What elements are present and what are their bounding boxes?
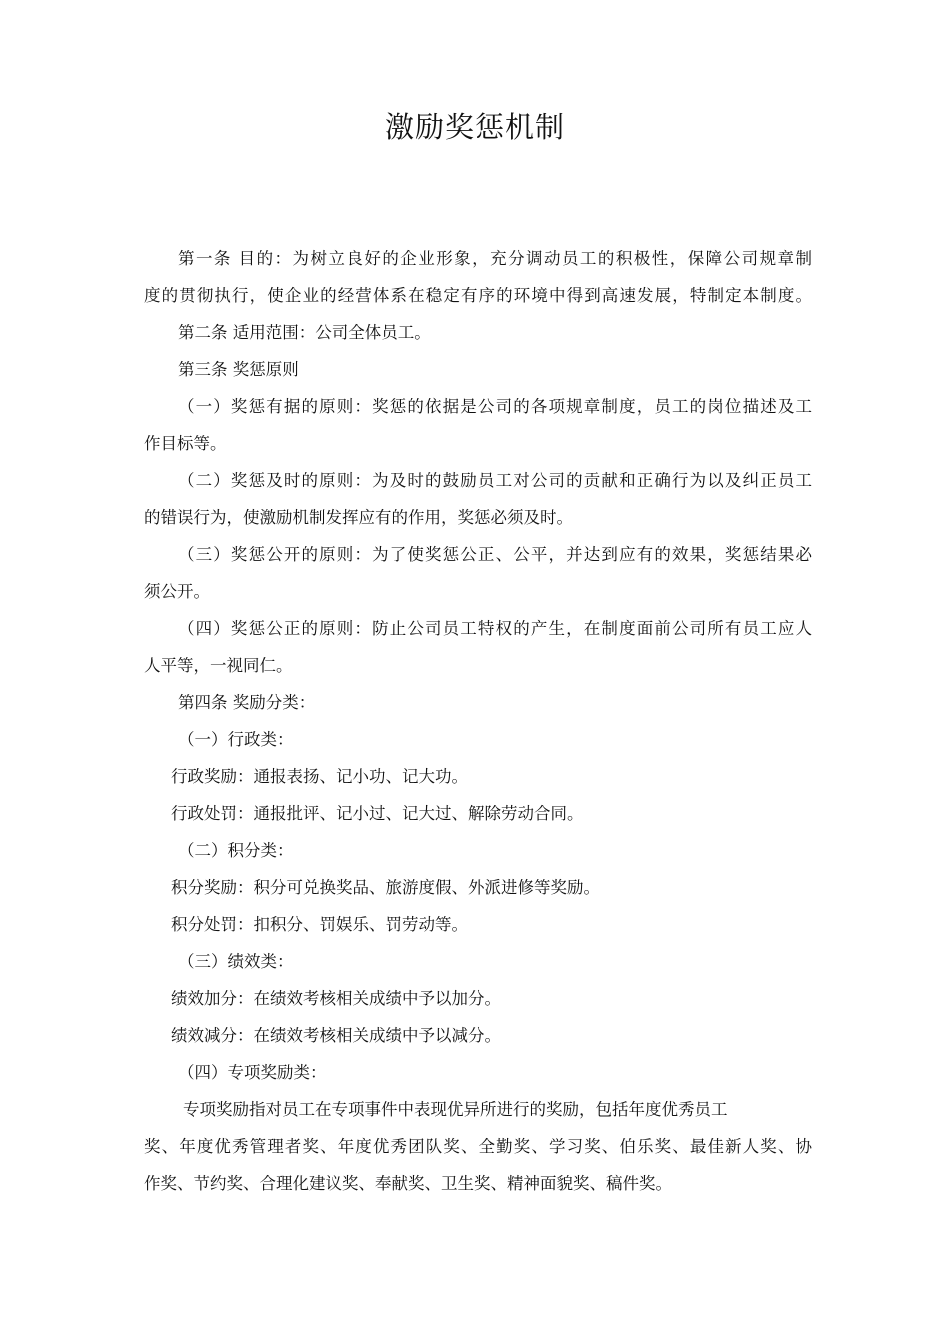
points-reward: 积分奖励：积分可兑换奖品、旅游度假、外派进修等奖励。 [171, 878, 600, 897]
document-body [144, 240, 812, 1202]
performance-deduction: 绩效减分：在绩效考核相关成绩中予以减分。 [171, 1026, 501, 1045]
administrative-penalty: 行政处罚：通报批评、记小过、记大过、解除劳动合同。 [171, 804, 584, 823]
article-3-heading: 第三条 奖惩原则 [178, 360, 299, 379]
category-points-heading: （二）积分类： [178, 841, 294, 860]
principle-1-line-1: （一）奖惩有据的原则：奖惩的依据是公司的各项规章制度，员工的岗位描述及工 [178, 397, 812, 416]
performance-bonus: 绩效加分：在绩效考核相关成绩中予以加分。 [171, 989, 501, 1008]
special-awards-line-2: 奖、年度优秀管理者奖、年度优秀团队奖、全勤奖、学习奖、伯乐奖、最佳新人奖、协 [144, 1137, 812, 1156]
category-performance-heading: （三）绩效类： [178, 952, 294, 971]
article-4-heading: 第四条 奖励分类： [178, 693, 316, 712]
article-1-line-2: 度的贯彻执行，使企业的经营体系在稳定有序的环境中得到高速发展，特制定本制度。 [144, 286, 812, 305]
special-awards-line-1: 专项奖励指对员工在专项事件中表现优异所进行的奖励，包括年度优秀员工 [183, 1100, 728, 1119]
principle-2-line-1: （二）奖惩及时的原则：为及时的鼓励员工对公司的贡献和正确行为以及纠正员工 [178, 471, 812, 490]
document-title: 激励奖惩机制 [384, 110, 565, 144]
special-awards-line-3: 作奖、节约奖、合理化建议奖、奉献奖、卫生奖、精神面貌奖、稿件奖。 [144, 1174, 672, 1193]
category-special-heading: （四）专项奖励类： [178, 1063, 327, 1082]
administrative-reward: 行政奖励：通报表扬、记小功、记大功。 [171, 767, 468, 786]
principle-3-line-2: 须公开。 [144, 582, 210, 601]
principle-4-line-2: 人平等，一视同仁。 [144, 656, 293, 675]
category-administrative-heading: （一）行政类： [178, 730, 294, 749]
points-penalty: 积分处罚：扣积分、罚娱乐、罚劳动等。 [171, 915, 468, 934]
principle-2-line-2: 的错误行为，使激励机制发挥应有的作用，奖惩必须及时。 [144, 508, 573, 527]
principle-3-line-1: （三）奖惩公开的原则：为了使奖惩公正、公平，并达到应有的效果，奖惩结果必 [178, 545, 812, 564]
principle-4-line-1: （四）奖惩公正的原则：防止公司员工特权的产生，在制度面前公司所有员工应人 [178, 619, 812, 638]
principle-1-line-2: 作目标等。 [144, 434, 227, 453]
article-2: 第二条 适用范围：公司全体员工。 [178, 323, 431, 342]
article-1-line-1: 第一条 目的：为树立良好的企业形象，充分调动员工的积极性，保障公司规章制 [178, 249, 812, 268]
